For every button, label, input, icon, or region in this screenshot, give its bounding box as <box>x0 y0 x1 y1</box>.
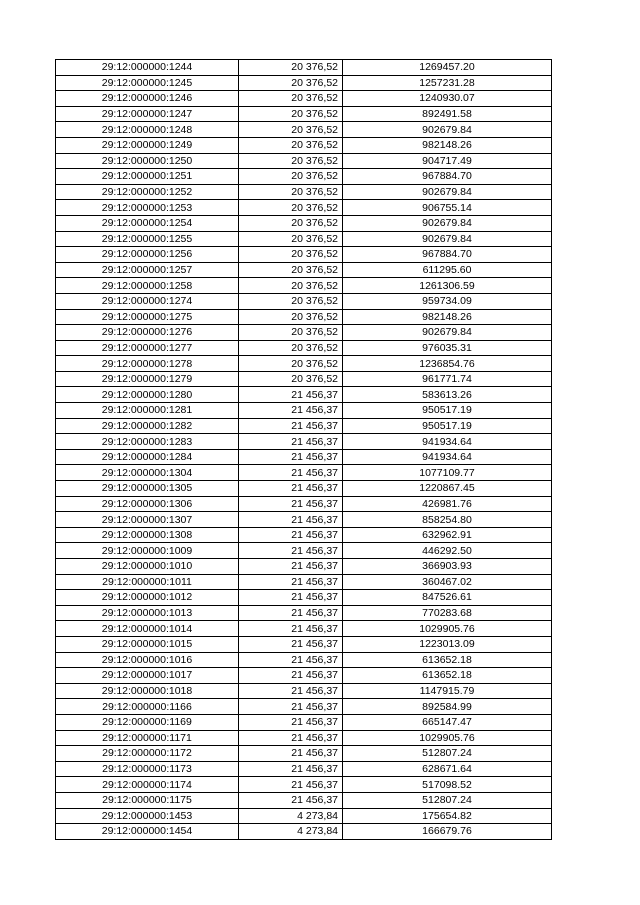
value-cell: 1257231.28 <box>343 75 552 91</box>
cadastral-number-cell: 29:12:000000:1015 <box>56 636 239 652</box>
value-cell: 770283.68 <box>343 605 552 621</box>
area-cell: 21 456,37 <box>239 434 343 450</box>
table-row <box>56 153 552 169</box>
cadastral-number-cell: 29:12:000000:1248 <box>56 122 239 138</box>
cadastral-number-cell: 29:12:000000:1017 <box>56 668 239 684</box>
value-cell: 959734.09 <box>343 293 552 309</box>
area-cell: 20 376,52 <box>239 231 343 247</box>
area-cell: 21 456,37 <box>239 527 343 543</box>
table-row <box>56 262 552 278</box>
cadastral-number-cell: 29:12:000000:1274 <box>56 293 239 309</box>
value-cell: 1261306.59 <box>343 278 552 294</box>
cadastral-number-cell: 29:12:000000:1245 <box>56 75 239 91</box>
value-cell: 847526.61 <box>343 590 552 606</box>
table-row <box>56 418 552 434</box>
cadastral-number-cell: 29:12:000000:1011 <box>56 574 239 590</box>
area-cell: 20 376,52 <box>239 91 343 107</box>
area-cell: 21 456,37 <box>239 543 343 559</box>
cadastral-number-cell: 29:12:000000:1014 <box>56 621 239 637</box>
cadastral-number-cell: 29:12:000000:1276 <box>56 325 239 341</box>
value-cell: 950517.19 <box>343 418 552 434</box>
cadastral-number-cell: 29:12:000000:1249 <box>56 137 239 153</box>
cadastral-number-cell: 29:12:000000:1308 <box>56 527 239 543</box>
value-cell: 1223013.09 <box>343 636 552 652</box>
cadastral-number-cell: 29:12:000000:1009 <box>56 543 239 559</box>
table-body <box>56 60 552 840</box>
table-row <box>56 371 552 387</box>
table-row <box>56 621 552 637</box>
table-row <box>56 465 552 481</box>
cadastral-number-cell: 29:12:000000:1253 <box>56 200 239 216</box>
area-cell: 20 376,52 <box>239 325 343 341</box>
cadastral-number-cell: 29:12:000000:1013 <box>56 605 239 621</box>
area-cell: 21 456,37 <box>239 590 343 606</box>
cadastral-number-cell: 29:12:000000:1307 <box>56 512 239 528</box>
cadastral-number-cell: 29:12:000000:1258 <box>56 278 239 294</box>
table-row <box>56 574 552 590</box>
cadastral-number-cell: 29:12:000000:1306 <box>56 496 239 512</box>
cadastral-number-cell: 29:12:000000:1173 <box>56 761 239 777</box>
value-cell: 902679.84 <box>343 231 552 247</box>
area-cell: 20 376,52 <box>239 247 343 263</box>
table-row <box>56 356 552 372</box>
area-cell: 21 456,37 <box>239 746 343 762</box>
table-row <box>56 824 552 840</box>
cadastral-number-cell: 29:12:000000:1275 <box>56 309 239 325</box>
table-row <box>56 496 552 512</box>
cadastral-number-cell: 29:12:000000:1016 <box>56 652 239 668</box>
value-cell: 902679.84 <box>343 325 552 341</box>
value-cell: 976035.31 <box>343 340 552 356</box>
area-cell: 4 273,84 <box>239 824 343 840</box>
value-cell: 902679.84 <box>343 122 552 138</box>
area-cell: 21 456,37 <box>239 481 343 497</box>
value-cell: 1147915.79 <box>343 683 552 699</box>
table-row <box>56 777 552 793</box>
value-cell: 967884.70 <box>343 169 552 185</box>
table-row <box>56 668 552 684</box>
value-cell: 611295.60 <box>343 262 552 278</box>
value-cell: 1077109.77 <box>343 465 552 481</box>
table-row <box>56 340 552 356</box>
table-row <box>56 247 552 263</box>
table-row <box>56 808 552 824</box>
table-row <box>56 75 552 91</box>
value-cell: 613652.18 <box>343 668 552 684</box>
cadastral-number-cell: 29:12:000000:1282 <box>56 418 239 434</box>
area-cell: 20 376,52 <box>239 278 343 294</box>
value-cell: 892584.99 <box>343 699 552 715</box>
table-row <box>56 122 552 138</box>
table-row <box>56 200 552 216</box>
value-cell: 982148.26 <box>343 309 552 325</box>
value-cell: 517098.52 <box>343 777 552 793</box>
cadastral-number-cell: 29:12:000000:1254 <box>56 215 239 231</box>
area-cell: 21 456,37 <box>239 652 343 668</box>
table-row <box>56 325 552 341</box>
area-cell: 20 376,52 <box>239 200 343 216</box>
area-cell: 21 456,37 <box>239 792 343 808</box>
value-cell: 892491.58 <box>343 106 552 122</box>
value-cell: 1029905.76 <box>343 621 552 637</box>
cadastral-number-cell: 29:12:000000:1175 <box>56 792 239 808</box>
table-row <box>56 137 552 153</box>
area-cell: 20 376,52 <box>239 356 343 372</box>
area-cell: 21 456,37 <box>239 730 343 746</box>
cadastral-number-cell: 29:12:000000:1169 <box>56 714 239 730</box>
cadastral-number-cell: 29:12:000000:1284 <box>56 449 239 465</box>
table-row <box>56 512 552 528</box>
area-cell: 20 376,52 <box>239 169 343 185</box>
area-cell: 21 456,37 <box>239 683 343 699</box>
table-row <box>56 761 552 777</box>
area-cell: 20 376,52 <box>239 137 343 153</box>
table-row <box>56 231 552 247</box>
area-cell: 21 456,37 <box>239 559 343 575</box>
cadastral-number-cell: 29:12:000000:1172 <box>56 746 239 762</box>
value-cell: 961771.74 <box>343 371 552 387</box>
table-row <box>56 714 552 730</box>
area-cell: 21 456,37 <box>239 699 343 715</box>
area-cell: 21 456,37 <box>239 449 343 465</box>
cadastral-number-cell: 29:12:000000:1166 <box>56 699 239 715</box>
table-row <box>56 169 552 185</box>
table-row <box>56 683 552 699</box>
value-cell: 1269457.20 <box>343 60 552 76</box>
cadastral-number-cell: 29:12:000000:1251 <box>56 169 239 185</box>
value-cell: 1240930.07 <box>343 91 552 107</box>
table-row <box>56 543 552 559</box>
area-cell: 21 456,37 <box>239 574 343 590</box>
area-cell: 21 456,37 <box>239 777 343 793</box>
area-cell: 20 376,52 <box>239 184 343 200</box>
area-cell: 20 376,52 <box>239 215 343 231</box>
area-cell: 20 376,52 <box>239 293 343 309</box>
cadastral-number-cell: 29:12:000000:1283 <box>56 434 239 450</box>
table-row <box>56 449 552 465</box>
table-row <box>56 215 552 231</box>
cadastral-number-cell: 29:12:000000:1255 <box>56 231 239 247</box>
area-cell: 20 376,52 <box>239 60 343 76</box>
table-row <box>56 278 552 294</box>
table-row <box>56 91 552 107</box>
area-cell: 20 376,52 <box>239 153 343 169</box>
value-cell: 941934.64 <box>343 449 552 465</box>
table-row <box>56 184 552 200</box>
table-row <box>56 481 552 497</box>
value-cell: 941934.64 <box>343 434 552 450</box>
table-row <box>56 652 552 668</box>
cadastral-number-cell: 29:12:000000:1018 <box>56 683 239 699</box>
area-cell: 21 456,37 <box>239 668 343 684</box>
area-cell: 21 456,37 <box>239 605 343 621</box>
table-row <box>56 746 552 762</box>
area-cell: 21 456,37 <box>239 714 343 730</box>
value-cell: 982148.26 <box>343 137 552 153</box>
value-cell: 360467.02 <box>343 574 552 590</box>
value-cell: 446292.50 <box>343 543 552 559</box>
value-cell: 583613.26 <box>343 387 552 403</box>
area-cell: 20 376,52 <box>239 106 343 122</box>
cadastral-number-cell: 29:12:000000:1244 <box>56 60 239 76</box>
cadastral-number-cell: 29:12:000000:1257 <box>56 262 239 278</box>
area-cell: 21 456,37 <box>239 636 343 652</box>
area-cell: 21 456,37 <box>239 465 343 481</box>
area-cell: 21 456,37 <box>239 418 343 434</box>
value-cell: 512807.24 <box>343 746 552 762</box>
value-cell: 902679.84 <box>343 184 552 200</box>
area-cell: 21 456,37 <box>239 496 343 512</box>
area-cell: 20 376,52 <box>239 309 343 325</box>
table-row <box>56 403 552 419</box>
value-cell: 902679.84 <box>343 215 552 231</box>
table-row <box>56 293 552 309</box>
data-table <box>55 59 552 840</box>
value-cell: 613652.18 <box>343 652 552 668</box>
cadastral-number-cell: 29:12:000000:1012 <box>56 590 239 606</box>
table-row <box>56 434 552 450</box>
area-cell: 21 456,37 <box>239 621 343 637</box>
value-cell: 1236854.76 <box>343 356 552 372</box>
value-cell: 166679.76 <box>343 824 552 840</box>
cadastral-number-cell: 29:12:000000:1281 <box>56 403 239 419</box>
area-cell: 21 456,37 <box>239 403 343 419</box>
table-row <box>56 636 552 652</box>
value-cell: 628671.64 <box>343 761 552 777</box>
cadastral-number-cell: 29:12:000000:1280 <box>56 387 239 403</box>
area-cell: 21 456,37 <box>239 387 343 403</box>
area-cell: 20 376,52 <box>239 262 343 278</box>
area-cell: 21 456,37 <box>239 761 343 777</box>
value-cell: 632962.91 <box>343 527 552 543</box>
cadastral-number-cell: 29:12:000000:1010 <box>56 559 239 575</box>
table-row <box>56 60 552 76</box>
cadastral-number-cell: 29:12:000000:1256 <box>56 247 239 263</box>
cadastral-number-cell: 29:12:000000:1171 <box>56 730 239 746</box>
table-row <box>56 792 552 808</box>
cadastral-number-cell: 29:12:000000:1246 <box>56 91 239 107</box>
table-row <box>56 559 552 575</box>
cadastral-number-cell: 29:12:000000:1279 <box>56 371 239 387</box>
value-cell: 175654.82 <box>343 808 552 824</box>
table-row <box>56 590 552 606</box>
value-cell: 366903.93 <box>343 559 552 575</box>
value-cell: 1220867.45 <box>343 481 552 497</box>
table-row <box>56 605 552 621</box>
value-cell: 904717.49 <box>343 153 552 169</box>
value-cell: 512807.24 <box>343 792 552 808</box>
area-cell: 20 376,52 <box>239 122 343 138</box>
cadastral-number-cell: 29:12:000000:1252 <box>56 184 239 200</box>
cadastral-number-cell: 29:12:000000:1174 <box>56 777 239 793</box>
value-cell: 858254.80 <box>343 512 552 528</box>
area-cell: 4 273,84 <box>239 808 343 824</box>
cadastral-number-cell: 29:12:000000:1305 <box>56 481 239 497</box>
value-cell: 967884.70 <box>343 247 552 263</box>
table-row <box>56 387 552 403</box>
table-row <box>56 527 552 543</box>
table-row <box>56 309 552 325</box>
value-cell: 906755.14 <box>343 200 552 216</box>
area-cell: 20 376,52 <box>239 75 343 91</box>
table-row <box>56 730 552 746</box>
value-cell: 1029905.76 <box>343 730 552 746</box>
cadastral-number-cell: 29:12:000000:1250 <box>56 153 239 169</box>
area-cell: 20 376,52 <box>239 371 343 387</box>
area-cell: 21 456,37 <box>239 512 343 528</box>
cadastral-number-cell: 29:12:000000:1278 <box>56 356 239 372</box>
cadastral-number-cell: 29:12:000000:1304 <box>56 465 239 481</box>
value-cell: 665147.47 <box>343 714 552 730</box>
value-cell: 426981.76 <box>343 496 552 512</box>
cadastral-number-cell: 29:12:000000:1277 <box>56 340 239 356</box>
cadastral-number-cell: 29:12:000000:1454 <box>56 824 239 840</box>
cadastral-number-cell: 29:12:000000:1453 <box>56 808 239 824</box>
area-cell: 20 376,52 <box>239 340 343 356</box>
cadastral-number-cell: 29:12:000000:1247 <box>56 106 239 122</box>
value-cell: 950517.19 <box>343 403 552 419</box>
table-row <box>56 106 552 122</box>
table-row <box>56 699 552 715</box>
